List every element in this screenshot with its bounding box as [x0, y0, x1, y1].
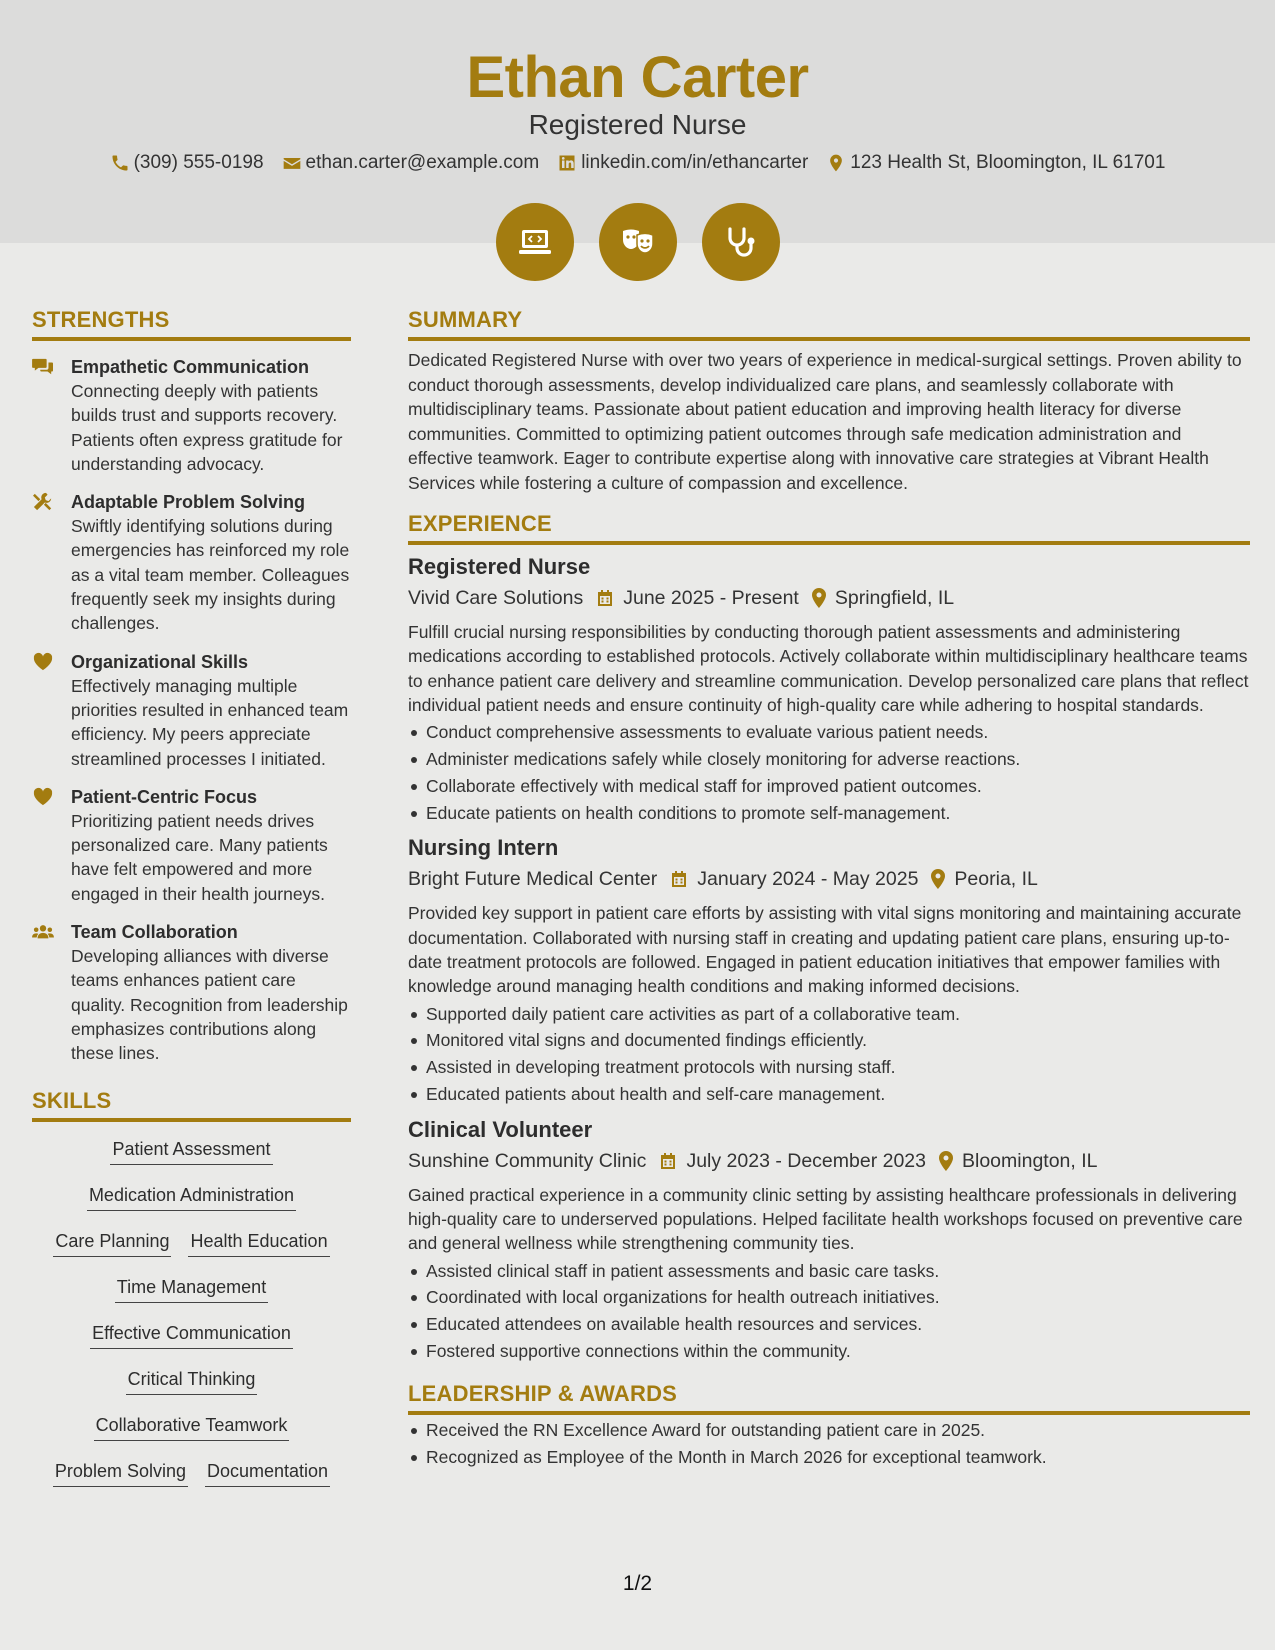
contact-address	[826, 152, 1165, 174]
job-title: Nursing Intern	[408, 835, 559, 861]
tools-icon	[32, 492, 54, 512]
page-number: 1/2	[622, 1572, 653, 1595]
calendar-icon	[595, 588, 615, 608]
laptop-code-icon	[515, 222, 555, 262]
skill-tag: Collaborative Teamwork	[94, 1412, 290, 1441]
strength-desc: Developing alliances with diverse teams enhances patient care quality. Recognition from leadership emphasizes contributions along these lines.	[71, 946, 348, 1064]
strength-desc: Connecting deeply with patients builds trust and supports recovery. Patients often express gratitude for understanding advocacy.	[71, 381, 343, 474]
job-meta	[408, 866, 1250, 892]
job-dates: January 2024 - May 2025	[697, 868, 919, 891]
candidate-name: Ethan Carter	[466, 45, 809, 110]
experience-heading: EXPERIENCE	[408, 511, 1250, 545]
job-location: Springfield, IL	[834, 587, 955, 609]
comments-icon	[32, 357, 54, 377]
strength-item	[32, 490, 351, 635]
job-company: Bright Future Medical Center	[408, 868, 658, 891]
linkedin-text: linkedin.com/in/ethancarter	[581, 152, 809, 173]
contact-email[interactable]	[282, 152, 540, 174]
bullet: Collaborate effectively with medical staff for improved patient outcomes.	[408, 773, 1250, 800]
job-meta	[408, 585, 1250, 611]
phone-text: (309) 555-0198	[133, 152, 264, 173]
awards-heading: LEADERSHIP & AWARDS	[408, 1381, 1250, 1415]
bullet: Educate patients on health conditions to promote self-management.	[408, 800, 1250, 827]
strength-item	[32, 355, 351, 476]
job-location: Bloomington, IL	[962, 1149, 1098, 1172]
calendar-icon	[658, 1151, 678, 1171]
circle-laptop	[496, 203, 574, 281]
header-icon-row	[0, 203, 1275, 281]
contact-phone[interactable]	[110, 152, 264, 174]
contact-linkedin[interactable]	[557, 152, 808, 174]
strength-item	[32, 920, 351, 1065]
job-dates: July 2023 - December 2023	[686, 1149, 926, 1172]
bullet: Conduct comprehensive assessments to evaluate various patient needs.	[408, 719, 1250, 746]
skill-tag: Time Management	[115, 1274, 268, 1303]
email-text: ethan.carter@example.com	[305, 152, 540, 173]
skills-list	[32, 1136, 351, 1487]
left-column	[32, 307, 351, 1487]
map-marker-icon	[930, 868, 946, 890]
bullet: Assisted clinical staff in patient assessments and basic care tasks.	[408, 1258, 1250, 1285]
skill-tag: Care Planning	[53, 1228, 171, 1257]
job-company: Vivid Care Solutions	[408, 587, 584, 609]
bullet: Supported daily patient care activities as part of a collaborative team.	[408, 1001, 1250, 1028]
job-bullets	[408, 1001, 1250, 1108]
strengths-heading: STRENGTHS	[32, 307, 351, 341]
job-bullets	[408, 719, 1250, 826]
stethoscope-icon	[721, 222, 761, 262]
bullet: Educated patients about health and self-care management.	[408, 1081, 1250, 1108]
skills-heading: SKILLS	[32, 1088, 351, 1122]
skill-tag: Patient Assessment	[110, 1136, 272, 1165]
strength-title: Organizational Skills	[71, 651, 249, 672]
bullet: Educated attendees on available health resources and services.	[408, 1311, 1250, 1338]
job-company: Sunshine Community Clinic	[408, 1149, 647, 1172]
map-marker-icon	[826, 153, 846, 173]
envelope-icon	[282, 153, 302, 173]
users-icon	[32, 922, 54, 942]
skill-tag: Problem Solving	[53, 1458, 188, 1487]
skill-tag: Health Education	[188, 1228, 329, 1257]
skill-tag: Effective Communication	[90, 1320, 293, 1349]
job-location: Peoria, IL	[954, 868, 1038, 891]
summary-heading: SUMMARY	[408, 307, 1250, 341]
job-entry	[408, 552, 1250, 826]
skill-tag: Critical Thinking	[126, 1366, 258, 1395]
map-marker-icon	[811, 587, 827, 609]
strength-desc: Prioritizing patient needs drives personalized care. Many patients have felt empowered and more engaged in their health journeys.	[71, 810, 328, 904]
bullet: Fostered supportive connections within the community.	[408, 1338, 1250, 1365]
job-desc: Fulfill crucial nursing responsibilities by conducting thorough patient assessments and administering medications according to established protocols. Actively collaborate within multidisciplinary healthcare teams to enhance patient care delivery and streamline communication. Develop personalized care plans that reflect individual patient needs and ensure continuity of high-quality care while adhering to hospital standards.	[408, 622, 1249, 715]
job-dates: June 2025 - Present	[623, 587, 799, 609]
heart-icon	[32, 787, 54, 807]
strength-title: Patient-Centric Focus	[71, 786, 258, 807]
award-item: Recognized as Employee of the Month in March 2026 for exceptional teamwork.	[408, 1444, 1250, 1471]
calendar-icon	[669, 869, 689, 889]
strength-item	[32, 650, 351, 771]
bullet: Assisted in developing treatment protocols with nursing staff.	[408, 1054, 1250, 1081]
bullet: Monitored vital signs and documented findings efficiently.	[408, 1027, 1250, 1054]
map-marker-icon	[938, 1150, 954, 1172]
job-desc: Provided key support in patient care efforts by assisting with vital signs monitoring and maintaining accurate documentation. Collaborated with nursing staff in creating and updating patient care plans, ensuring up-to-date treatment protocols are followed. Engaged in patient education initiatives that empower families with knowledge around managing health conditions and making informed decisions.	[408, 903, 1242, 997]
job-entry	[408, 833, 1250, 1107]
theater-masks-icon	[618, 222, 658, 262]
phone-icon	[110, 153, 130, 173]
strength-desc: Swiftly identifying solutions during emergencies has reinforced my role as a vital team member. Colleagues frequently seek my insights during challenges.	[71, 516, 350, 634]
strength-title: Team Collaboration	[71, 922, 238, 943]
job-desc: Gained practical experience in a community clinic setting by assisting healthcare professionals in delivering high-quality care to underserved populations. Helped facilitate health workshops focused on preventive care and general wellness while strengthening community ties.	[408, 1184, 1243, 1254]
circle-masks	[599, 203, 677, 281]
address-text: 123 Health St, Bloomington, IL 61701	[850, 152, 1166, 173]
strength-title: Empathetic Communication	[71, 357, 310, 377]
contact-bar	[0, 152, 1275, 174]
circle-stethoscope	[702, 203, 780, 281]
strength-item	[32, 785, 351, 906]
skill-tag: Documentation	[205, 1458, 330, 1487]
strength-title: Adaptable Problem Solving	[71, 492, 306, 513]
right-column	[408, 307, 1250, 1470]
awards-list	[408, 1417, 1250, 1471]
heart-icon	[32, 652, 54, 672]
summary-text: Dedicated Registered Nurse with over two years of experience in medical-surgical settings. Proven ability to conduct thorough assessments, develop individualized care plans, and seamlessly collaborate with multidisciplinary teams. Passionate about patient education and improving health literacy for diverse communities. Committed to optimizing patient outcomes through safe medication administration and effective teamwork. Eager to contribute expertise along with innovative care strategies at Vibrant Health Services while fostering a culture of compassion and excellence.	[408, 350, 1242, 493]
bullet: Administer medications safely while closely monitoring for adverse reactions.	[408, 746, 1250, 773]
job-bullets	[408, 1258, 1250, 1365]
linkedin-icon	[557, 153, 577, 173]
job-meta	[408, 1148, 1250, 1174]
strength-desc: Effectively managing multiple priorities resulted in enhanced team efficiency. My peers appreciate streamlined processes I initiated.	[71, 675, 349, 769]
job-title: Registered Nurse	[408, 554, 591, 579]
bullet: Coordinated with local organizations for health outreach initiatives.	[408, 1284, 1250, 1311]
skill-tag: Medication Administration	[87, 1182, 296, 1211]
job-entry	[408, 1115, 1250, 1365]
candidate-role: Registered Nurse	[528, 109, 747, 140]
job-title: Clinical Volunteer	[408, 1116, 593, 1142]
award-item: Received the RN Excellence Award for outstanding patient care in 2025.	[408, 1417, 1250, 1444]
